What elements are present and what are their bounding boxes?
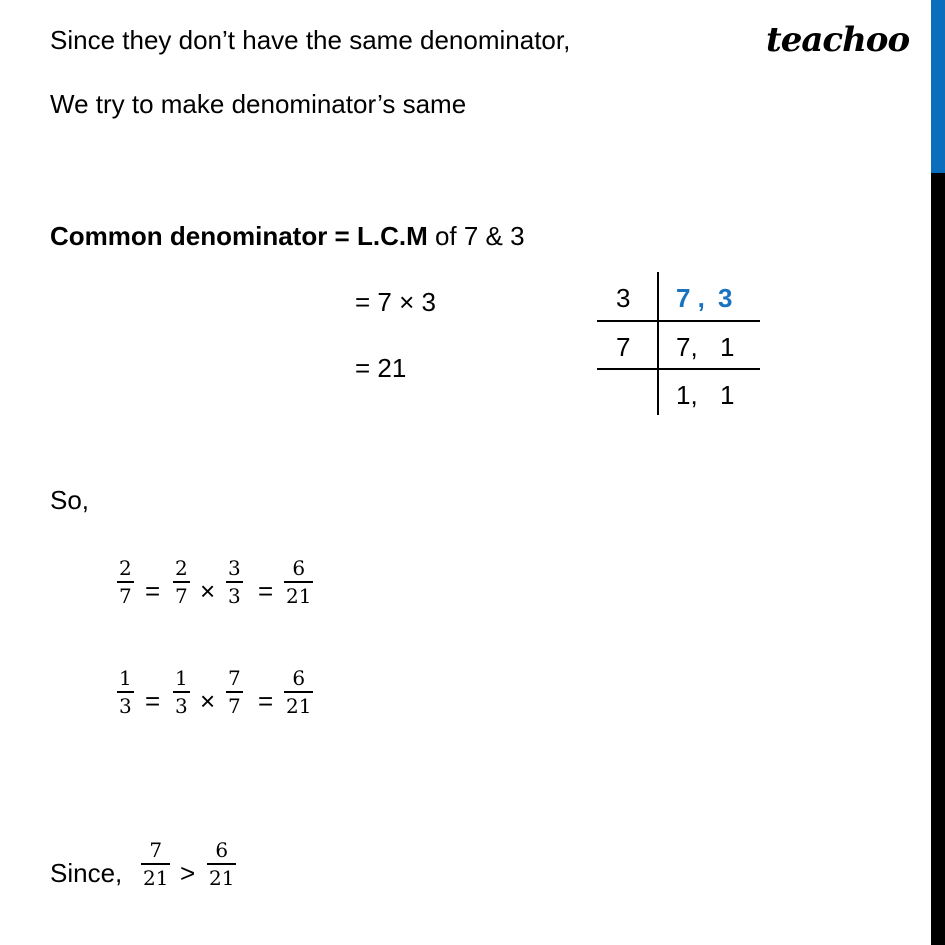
table-value-3b: 1 — [720, 380, 735, 410]
table-value-3a: 1, — [676, 380, 698, 410]
lcm-step-1: = 7 × 3 — [355, 287, 436, 317]
times-sign: × — [200, 686, 216, 716]
line-1: Since they don’t have the same denominator, — [50, 25, 571, 55]
table-horizontal-line-2 — [597, 368, 760, 370]
equals-sign: = — [258, 576, 274, 606]
greater-than-sign: > — [180, 858, 196, 888]
fraction: $\frac{6}{21}$ — [209, 838, 235, 890]
equals-sign: = — [258, 686, 274, 716]
sidebar-accent-black — [931, 173, 945, 945]
so-label: So, — [50, 485, 90, 515]
table-value-2b: 1 — [720, 332, 735, 362]
fraction: $\frac{2}{7}$ — [175, 556, 188, 608]
table-value-1a: 7 , — [676, 283, 705, 313]
fraction: $\frac{1}{3}$ — [175, 666, 188, 718]
teachoo-logo: teachoo — [766, 20, 910, 60]
fraction: $\frac{7}{7}$ — [228, 666, 241, 718]
table-vertical-line — [657, 272, 659, 415]
table-horizontal-line-1 — [597, 320, 760, 322]
sidebar-accent-blue — [931, 0, 945, 173]
table-value-2a: 7, — [676, 332, 698, 362]
times-sign: × — [200, 576, 216, 606]
common-denominator-line — [50, 223, 525, 249]
lcm-step-2: = 21 — [355, 353, 407, 383]
table-divisor-2: 7 — [616, 332, 631, 362]
equals-sign: = — [145, 576, 161, 606]
fraction: $\frac{6}{21}$ — [286, 556, 312, 608]
fraction: $\frac{3}{3}$ — [228, 556, 241, 608]
fraction: $\frac{7}{21}$ — [143, 838, 169, 890]
table-divisor-1: 3 — [616, 283, 631, 313]
since-label: Since, — [50, 858, 123, 888]
fraction: $\frac{6}{21}$ — [286, 666, 312, 718]
line-2: We try to make denominator’s same — [50, 89, 467, 119]
fraction: $\frac{2}{7}$ — [119, 556, 132, 608]
fraction: $\frac{1}{3}$ — [119, 666, 132, 718]
table-value-1b: 3 — [718, 283, 733, 313]
equals-sign: = — [145, 686, 161, 716]
common-denominator-rest: of 7 & 3 — [427, 221, 525, 251]
common-denominator-label: Common denominator = L.C.M — [50, 221, 428, 251]
